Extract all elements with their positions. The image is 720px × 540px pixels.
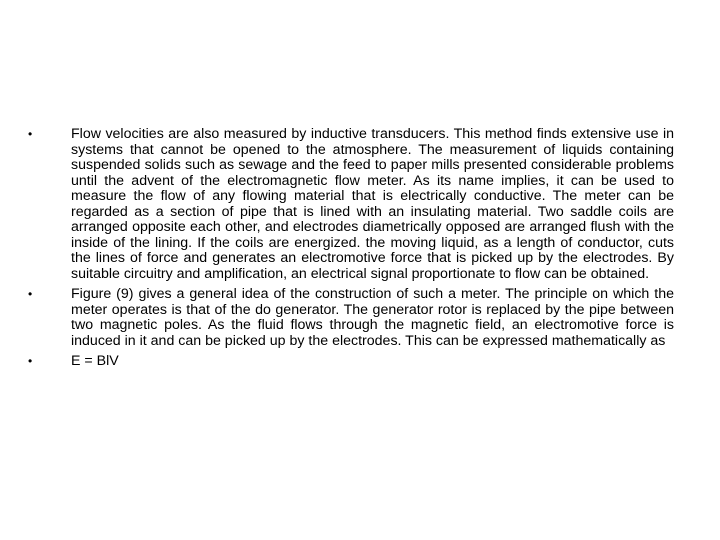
bullet-icon: •: [28, 354, 33, 368]
bullet-text: Flow velocities are also measured by inductive transducers. This method finds extensive use in systems that cannot be opened to the atmosphere. The measurement of liquids containing suspended solids such as sewage and the feed to paper mills presented considerable problems until the advent of the electromagnetic flow meter. As its name implies, it can be used to measure the flow of any flowing material that is electrically conductive. The meter can be regarded as a section of pipe that is lined with an insulating material. Two saddle coils are arranged opposite each other, and electrodes diametrically opposed are arranged flush with the inside of the lining. If the coils are energized. the moving liquid, as a length of conductor, cuts the lines of force and generates an electromotive force that is picked up by the electrodes. By suitable circuitry and amplification, an electrical signal proportionate to flow can be obtained.: [71, 126, 674, 282]
bullet-list: [28, 127, 674, 375]
bullet-item-flow-velocities: [28, 127, 674, 282]
bullet-item-equation: [28, 354, 674, 370]
bullet-icon: •: [28, 287, 33, 301]
bullet-icon: •: [28, 127, 33, 141]
equation-text: E = BlV: [71, 353, 119, 369]
bullet-text: Figure (9) gives a general idea of the construction of such a meter. The principle on which the meter operates is that of the do generator. The generator rotor is replaced by the pipe between two magnetic poles. As the fluid flows through the magnetic field, an electromotive force is induced in it and can be picked up by the electrodes. This can be expressed mathematically as: [71, 286, 674, 349]
bullet-item-figure-9: [28, 287, 674, 349]
